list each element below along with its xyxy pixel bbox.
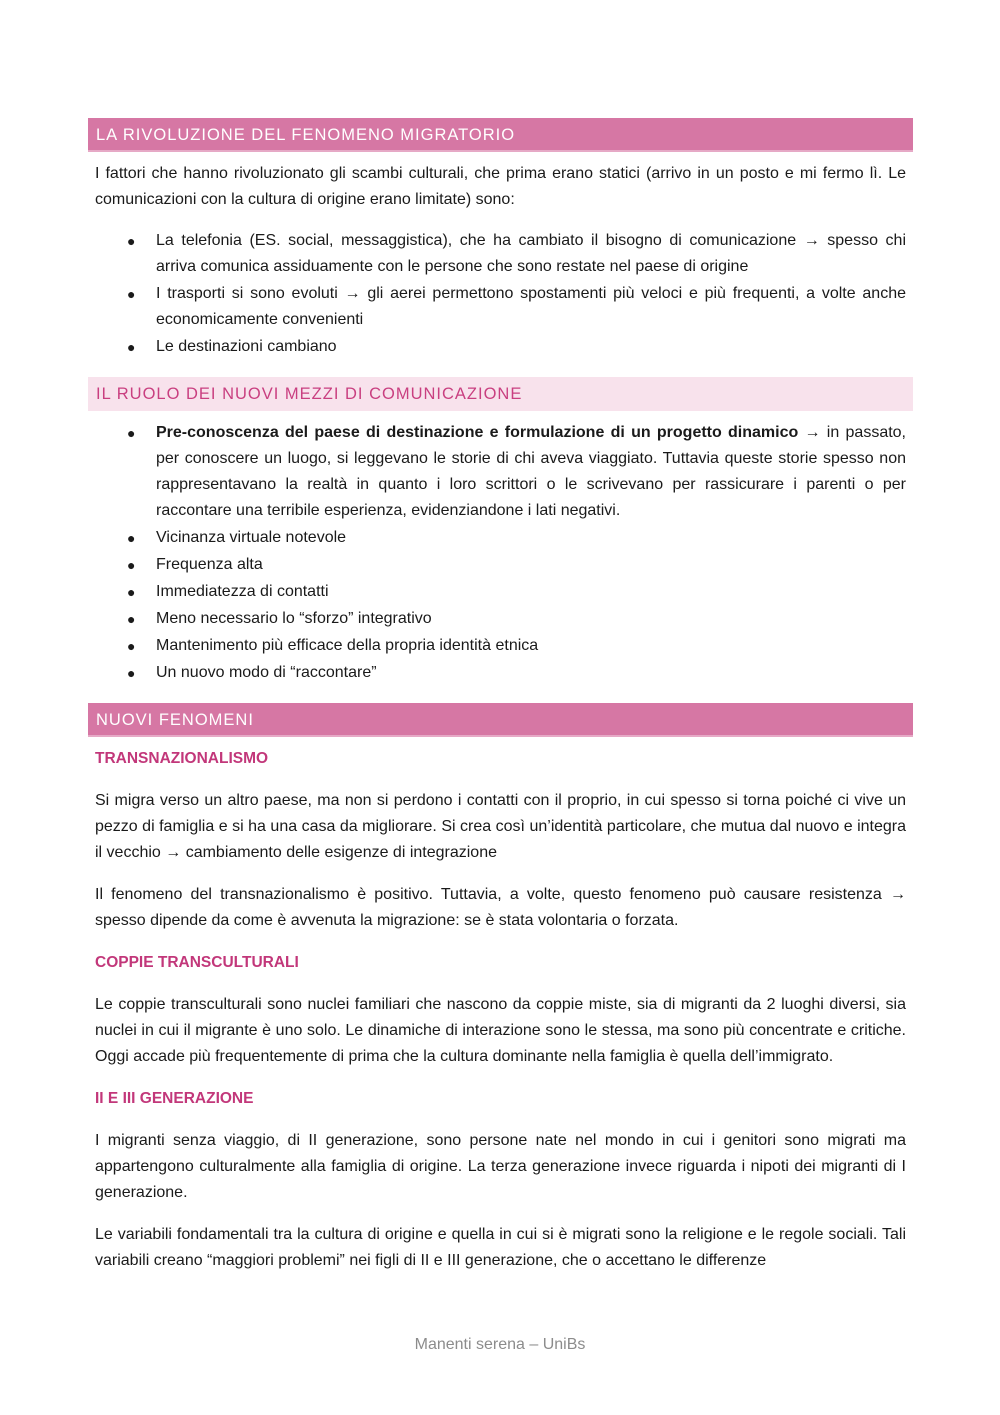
bullet-icon: ●	[127, 286, 136, 302]
section-heading-ruolo: IL RUOLO DEI NUOVI MEZZI DI COMUNICAZIONE	[88, 377, 913, 411]
paragraph: Il fenomeno del transnazionalismo è positivo. Tuttavia, a volte, questo fenomeno può causare resistenza → spesso dipende da come è avvenuta la migrazione: se è stata volontaria o forzata.	[95, 886, 906, 929]
list-item: ● Mantenimento più efficace della propria identità etnica	[156, 633, 906, 659]
paragraph: I migranti senza viaggio, di II generazione, sono persone nate nel mondo in cui i genitori sono migrati ma appartengono culturalmente alla famiglia di origine. La terza generazione invece riguarda i nipoti dei migranti di I generazione.	[95, 1132, 906, 1201]
list-item: ● Frequenza alta	[156, 552, 906, 578]
subheading-transnazionalismo: TRANSNAZIONALISMO	[95, 750, 269, 767]
list-fattori	[88, 228, 913, 360]
subheading-coppie: COPPIE TRANSCULTURALI	[95, 954, 299, 971]
bullet-icon: ●	[127, 233, 136, 249]
list-item: ● I trasporti si sono evoluti → gli aerei permettono spostamenti più veloci e più frequenti, a volte anche economicamente convenienti	[156, 281, 906, 333]
list-item: ● Vicinanza virtuale notevole	[156, 525, 906, 551]
paragraph: Le variabili fondamentali tra la cultura di origine e quella in cui si è migrati sono la religione e le regole sociali. Tali variabili creano “maggiori problemi” nei figli di II e III generazione, che o accettano le differenze	[95, 1226, 906, 1269]
list-item: ● Pre-conoscenza del paese di destinazione e formulazione di un progetto dinamico → in passato, per conoscere un luogo, si leggevano le storie di chi aveva viaggiato. Tuttavia queste storie spesso non rappresentavano la realtà in quanto i loro scrittori o le scrivevano per rassicurare i parenti o per raccontare una terribile esperienza, evidenziandone i lati negativi.	[156, 420, 906, 524]
bullet-icon: ●	[127, 638, 136, 654]
subheading-generazione: II E III GENERAZIONE	[95, 1090, 254, 1107]
paragraph: Le coppie transculturali sono nuclei familiari che nascono da coppie miste, sia di migranti da 2 luoghi diversi, sia nuclei in cui il migrante è uno solo. Le dinamiche di interazione sono le stessa, ma sono più concentrate e critiche. Oggi accade più frequentemente di prima che la cultura dominante nella famiglia è quella dell’immigrato.	[95, 996, 906, 1065]
bullet-icon: ●	[127, 611, 136, 627]
list-item: ● Meno necessario lo “sforzo” integrativo	[156, 606, 906, 632]
bold-lead: Pre-conoscenza del paese di destinazione e formulazione di un progetto dinamico	[156, 424, 799, 441]
list-ruolo	[88, 420, 913, 686]
list-item: ● La telefonia (ES. social, messaggistica), che ha cambiato il bisogno di comunicazione → spesso chi arriva comunica assiduamente con le persone che sono restate nel paese di origine	[156, 228, 906, 280]
bullet-icon: ●	[127, 557, 136, 573]
bullet-icon: ●	[127, 584, 136, 600]
paragraph-intro: I fattori che hanno rivoluzionato gli scambi culturali, che prima erano statici (arrivo in un posto e mi fermo lì. Le comunicazioni con la cultura di origine erano limitate) sono:	[95, 165, 906, 208]
section-heading-nuovi-fenomeni: NUOVI FENOMENI	[88, 703, 913, 737]
bullet-icon: ●	[127, 530, 136, 546]
list-item: ● Le destinazioni cambiano	[156, 334, 906, 360]
document-body	[88, 118, 913, 1274]
bullet-icon: ●	[127, 665, 136, 681]
list-item: ● Immediatezza di contatti	[156, 579, 906, 605]
bullet-icon: ●	[127, 425, 136, 441]
list-item: ● Un nuovo modo di “raccontare”	[156, 660, 906, 686]
bullet-icon: ●	[127, 339, 136, 355]
paragraph: Si migra verso un altro paese, ma non si perdono i contatti con il proprio, in cui spesso si torna poiché ci vive un pezzo di famiglia e si ha una casa da migliorare. Si crea così un’identità particolare, che mutua dal nuovo e integra il vecchio → cambiamento delle esigenze di integrazione	[95, 792, 906, 861]
page-footer: Manenti serena – UniBs	[414, 1336, 586, 1353]
section-heading-rivoluzione: LA RIVOLUZIONE DEL FENOMENO MIGRATORIO	[88, 118, 913, 152]
